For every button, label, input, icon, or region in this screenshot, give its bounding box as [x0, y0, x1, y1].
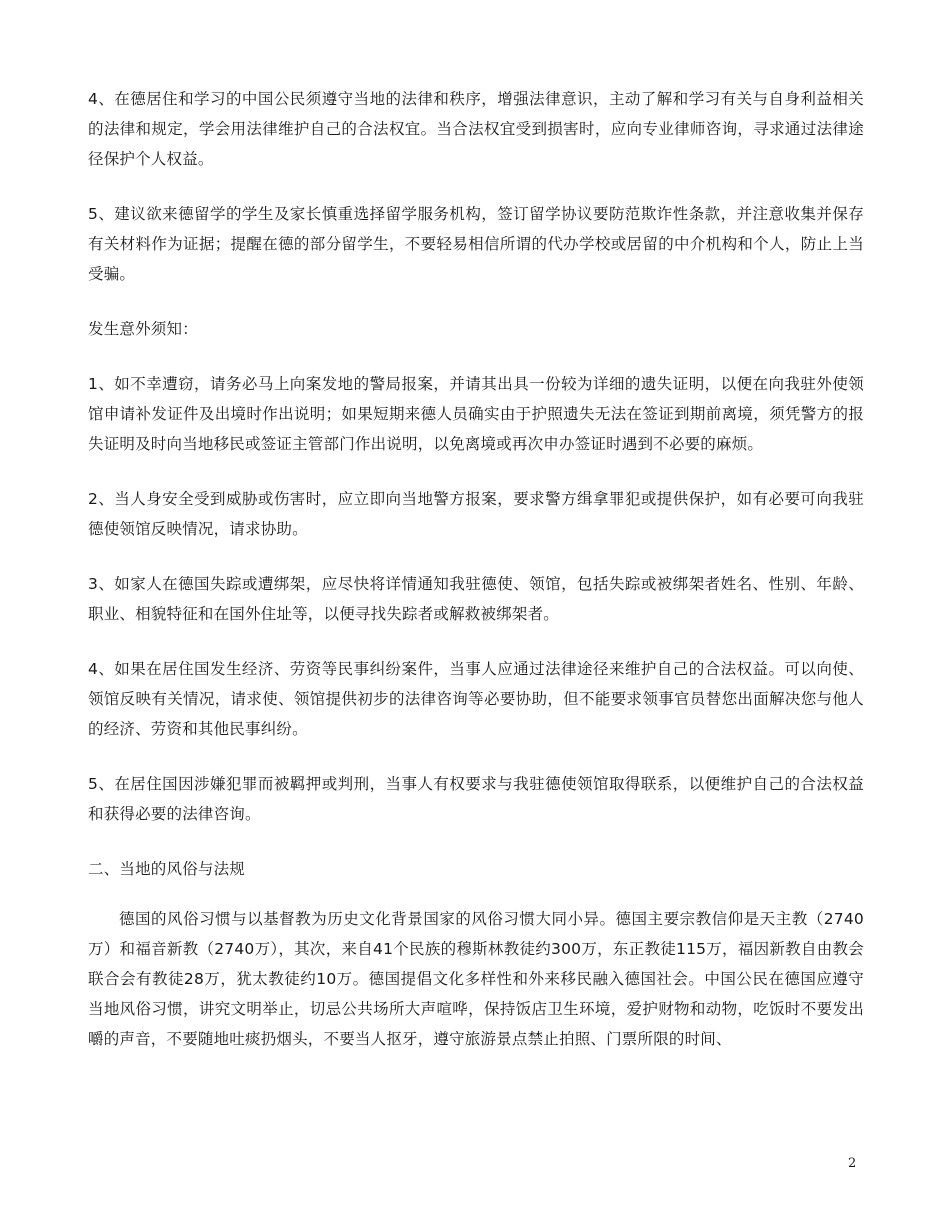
paragraph-personal-safety: 2、当人身安全受到威胁或伤害时，应立即向当地警方报案，要求警方缉拿罪犯或提供保护，如有必要可向我驻德使领馆反映情况，请求协助。: [88, 490, 864, 538]
paragraph-missing-kidnap: 3、如家人在德国失踪或遭绑架，应尽快将详情通知我驻德使、领馆，包括失踪或被绑架者姓名、性别、年龄、职业、相貌特征和在国外住址等，以便寻找失踪者或解救被绑架者。: [88, 575, 864, 623]
document-body: [88, 84, 864, 1054]
heading-local-customs: 二、当地的风俗与法规: [88, 860, 246, 878]
paragraph-civil-disputes: 4、如果在居住国发生经济、劳资等民事纠纷案件，当事人应通过法律途径来维护自己的合法权益。可以向使、领馆反映有关情况，请求使、领馆提供初步的法律咨询等必要协助，但不能要求领事官员替您出面解决您与他人的经济、劳资和其他民事纠纷。: [88, 660, 864, 738]
heading-accident-notice: 发生意外须知：: [88, 320, 198, 338]
paragraph-legal-awareness: 4、在德居住和学习的中国公民须遵守当地的法律和秩序，增强法律意识，主动了解和学习有关与自身利益相关的法律和规定，学会用法律维护自己的合法权宜。当合法权宜受到损害时，应向专业律师咨询，寻求通过法律途径保护个人权益。: [88, 90, 864, 168]
paragraph-customs-religion: 德国的风俗习惯与以基督教为历史文化背景国家的风俗习惯大同小异。德国主要宗教信仰是天主教（2740万）和福音新教（2740万），其次，来自41个民族的穆斯林教徒约300万，东正教徒115万，福因新教自由教会联合会有教徒28万，犹太教徒约10万。德国提倡文化多样性和外来移民融入德国社会。中国公民在德国应遵守当地风俗习惯，讲究文明举止，切忌公共场所大声喧哗，保持饭店卫生环境，爱护财物和动物，吃饭时不要发出嚼的声音，不要随地吐痰扔烟头，不要当人抠牙，遵守旅游景点禁止拍照、门票所限的时间、: [88, 910, 864, 1048]
paragraph-theft: 1、如不幸遭窃，请务必马上向案发地的警局报案，并请其出具一份较为详细的遗失证明，以便在向我驻外使领馆申请补发证件及出境时作出说明；如果短期来德人员确实由于护照遗失无法在签证到期前离境，须凭警方的报失证明及时向当地移民或签证主管部门作出说明，以免离境或再次申办签证时遇到不必要的麻烦。: [88, 375, 864, 453]
paragraph-study-agency-warning: 5、建议欲来德留学的学生及家长慎重选择留学服务机构，签订留学协议要防范欺诈性条款，并注意收集并保存有关材料作为证据；提醒在德的部分留学生，不要轻易相信所谓的代办学校或居留的中介机构和个人，防止上当受骗。: [88, 205, 864, 283]
paragraph-detention: 5、在居住国因涉嫌犯罪而被羁押或判刑，当事人有权要求与我驻德使领馆取得联系，以便维护自己的合法权益和获得必要的法律咨询。: [88, 775, 864, 823]
page-number: 2: [848, 1156, 857, 1171]
